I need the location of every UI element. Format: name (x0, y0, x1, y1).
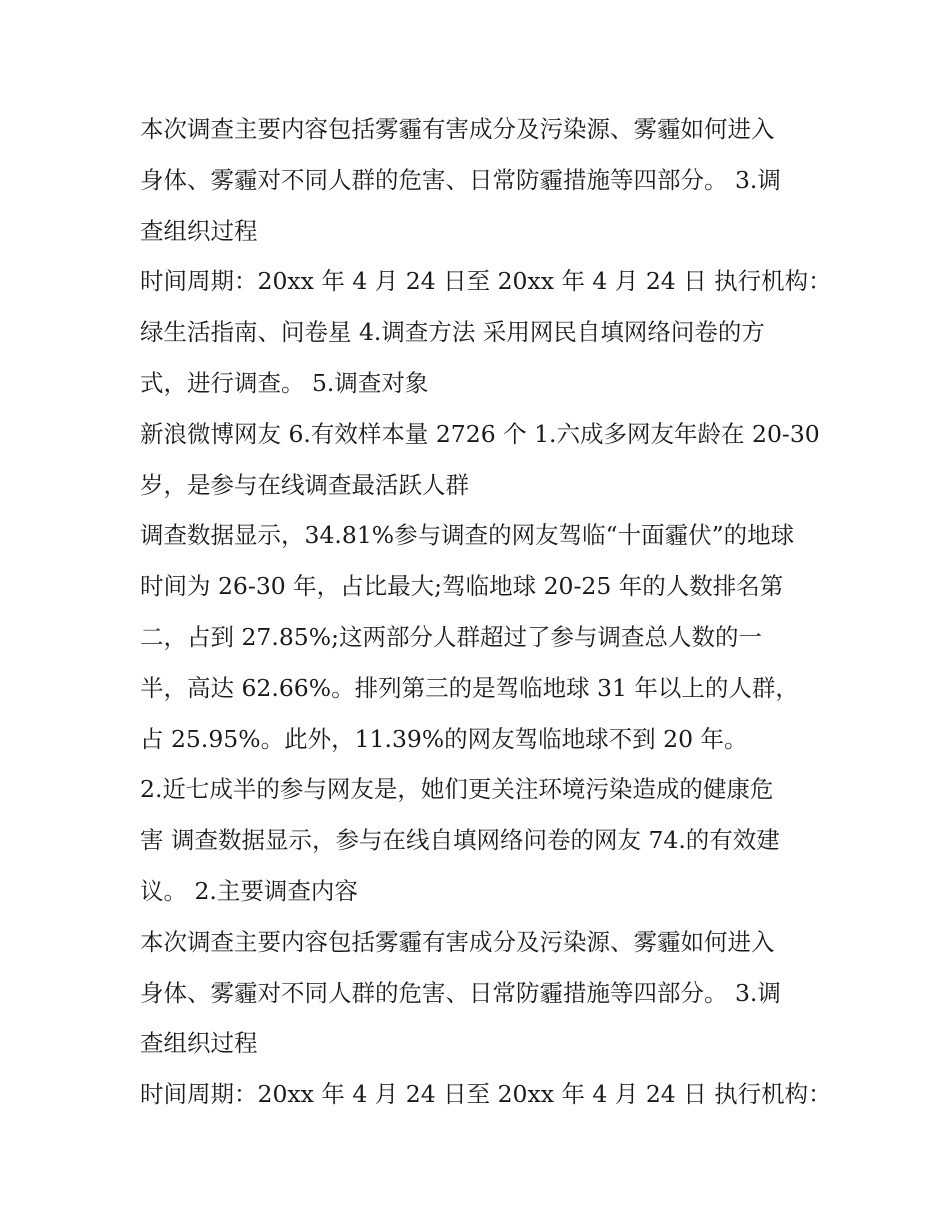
text-line: 时间周期：20xx 年 4 月 24 日至 20xx 年 4 月 24 日 执行机构： (140, 1080, 832, 1109)
text-line: 岁，是参与在线调查最活跃人群 (140, 470, 469, 499)
text-line: 二，占到 27.85%;这两部分人群超过了参与调查总人数的一 (140, 622, 762, 651)
text-line: 2.近七成半的参与网友是，她们更关注环境污染造成的健康危 (140, 775, 774, 804)
text-line: 新浪微博网友 6.有效样本量 2726 个 1.六成多网友年龄在 20-30 (140, 419, 820, 448)
text-line: 半，高达 62.66%。排列第三的是驾临地球 31 年以上的人群， (140, 673, 799, 702)
text-line: 害 调查数据显示，参与在线自填网络问卷的网友 74.的有效建 (140, 826, 780, 855)
text-line: 查组织过程 (140, 216, 258, 245)
text-line: 时间为 26-30 年，占比最大;驾临地球 20-25 年的人数排名第 (140, 572, 784, 601)
text-line: 调查数据显示，34.81%参与调查的网友驾临“十面霾伏”的地球 (140, 521, 795, 550)
text-line: 查组织过程 (140, 1029, 258, 1058)
text-line: 议。 2.主要调查内容 (140, 876, 358, 905)
text-line: 时间周期：20xx 年 4 月 24 日至 20xx 年 4 月 24 日 执行机构： (140, 267, 832, 296)
text-line: 本次调查主要内容包括雾霾有害成分及污染源、雾霾如何进入 (140, 927, 775, 956)
text-line: 式，进行调查。 5.调查对象 (140, 368, 429, 397)
text-line: 本次调查主要内容包括雾霾有害成分及污染源、雾霾如何进入 (140, 115, 775, 143)
text-line: 占 25.95%。此外，11.39%的网友驾临地球不到 20 年。 (140, 724, 748, 753)
text-line: 身体、雾霾对不同人群的危害、日常防霾措施等四部分。 3.调 (140, 165, 781, 194)
text-line: 绿生活指南、问卷星 4.调查方法 采用网民自填网络问卷的方 (140, 318, 765, 347)
document-body (140, 104, 832, 1120)
text-line: 身体、雾霾对不同人群的危害、日常防霾措施等四部分。 3.调 (140, 978, 781, 1007)
